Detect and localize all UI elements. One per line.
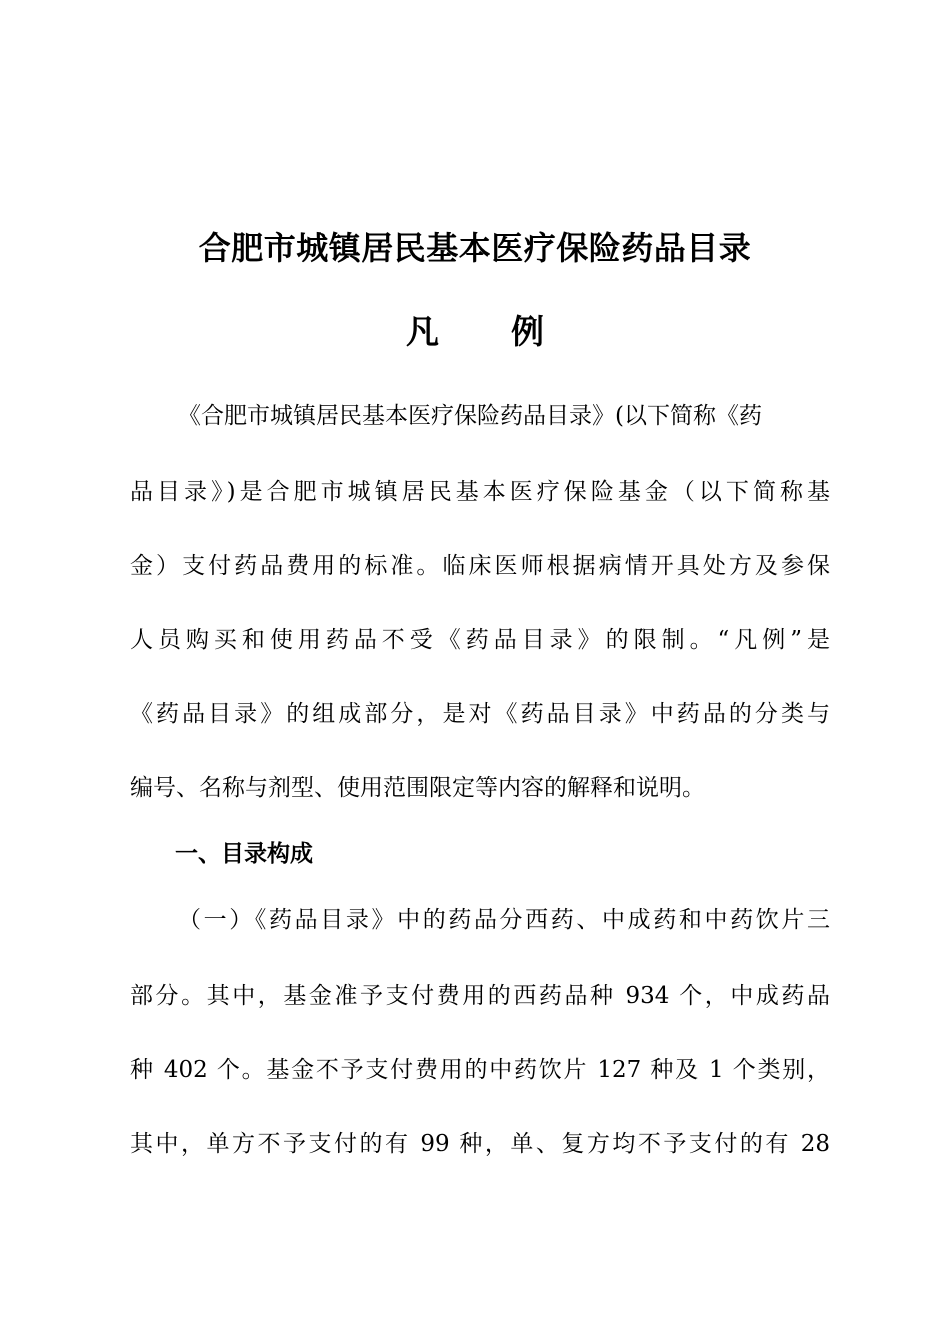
intro-line-1: 《合肥市城镇居民基本医疗保险药品目录》(以下简称《药 — [178, 403, 762, 429]
intro-line-5: 《药品目录》的组成部分，是对《药品目录》中药品的分类与 — [130, 701, 830, 727]
intro-line-2: 品目录》)是合肥市城镇居民基本医疗保险基金（以下简称基 — [130, 479, 830, 505]
intro-line-6: 编号、名称与剂型、使用范围限定等内容的解释和说明。 — [130, 775, 705, 801]
subtitle-char-2: 例 — [511, 312, 544, 351]
intro-line-3: 金）支付药品费用的标准。临床医师根据病情开具处方及参保 — [130, 553, 830, 579]
section-line-4: 其中，单方不予支付的有 99 种，单、复方均不予支付的有 28 — [130, 1131, 830, 1157]
section-line-1: （一）《药品目录》中的药品分西药、中成药和中药饮片三 — [178, 907, 830, 933]
document-subtitle — [0, 306, 950, 358]
intro-line-4: 人员购买和使用药品不受《药品目录》的限制。“凡例”是 — [130, 627, 830, 653]
subtitle-char-1: 凡 — [406, 312, 439, 351]
document-title: 合肥市城镇居民基本医疗保险药品目录 — [198, 229, 752, 267]
section-line-2: 部分。其中，基金准予支付费用的西药品种 934 个，中成药品 — [130, 983, 830, 1009]
section-heading: 一、目录构成 — [175, 841, 313, 867]
section-line-3: 种 402 个。基金不予支付费用的中药饮片 127 种及 1 个类别， — [130, 1057, 830, 1083]
